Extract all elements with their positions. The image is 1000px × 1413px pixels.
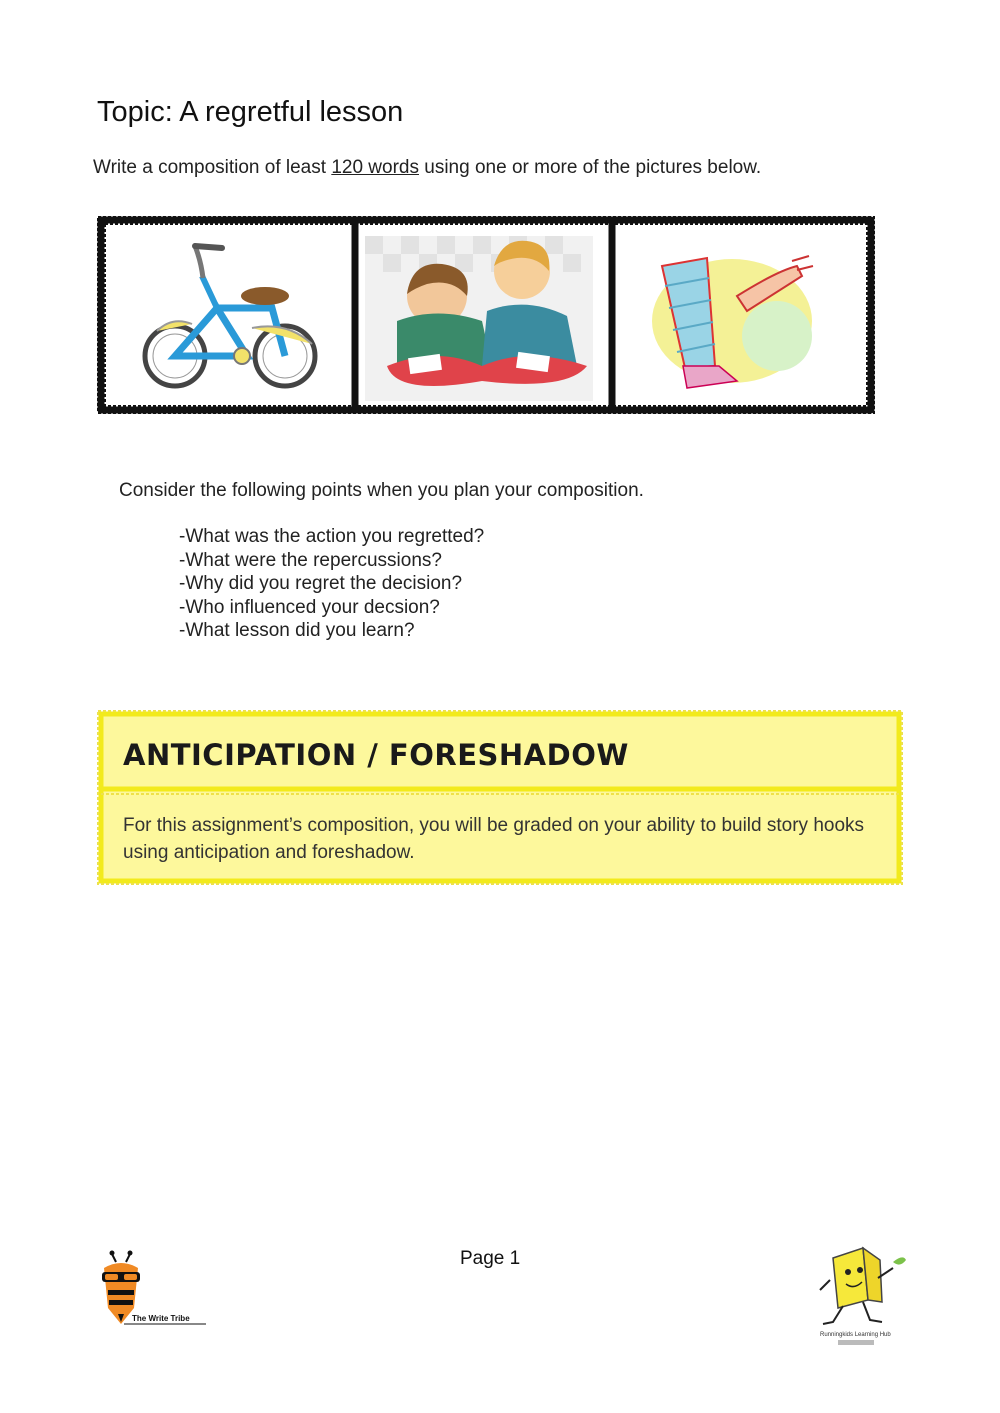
picture-strip — [97, 216, 875, 414]
callout-heading: ANTICIPATION / FORESHADOW — [123, 738, 629, 772]
bicycle-picture — [145, 246, 315, 386]
learning-hub-logo-text: Runningkids Learning Hub — [820, 1332, 891, 1338]
guiding-points — [179, 525, 484, 643]
page-title: Topic: A regretful lesson — [97, 96, 404, 128]
guiding-point: -What were the repercussions? — [179, 549, 442, 571]
guiding-point: -What lesson did you learn? — [179, 620, 415, 641]
guiding-point: -Why did you regret the decision? — [179, 573, 463, 594]
page-number: Page 1 — [460, 1248, 521, 1269]
children-writing-picture — [365, 236, 593, 401]
instruction-after: using one or more of the pictures below. — [418, 157, 762, 178]
write-tribe-logo — [96, 1248, 211, 1328]
instruction-text — [93, 157, 761, 179]
learning-hub-logo — [808, 1240, 913, 1350]
callout-body: For this assignment’s composition, you will be graded on your ability to build story hooks using anticipation and foreshadow. — [123, 815, 865, 863]
word-count-requirement: 120 words — [331, 157, 419, 178]
guiding-point: -What was the action you regretted? — [179, 526, 485, 547]
instruction-before: Write a composition of least — [93, 157, 332, 178]
guiding-point: -Who influenced your decsion? — [179, 596, 440, 618]
write-tribe-logo-text: The Write Tribe — [132, 1314, 190, 1323]
bandaged-leg-picture — [649, 240, 817, 388]
consider-prompt: Consider the following points when you plan your composition. — [119, 480, 644, 501]
